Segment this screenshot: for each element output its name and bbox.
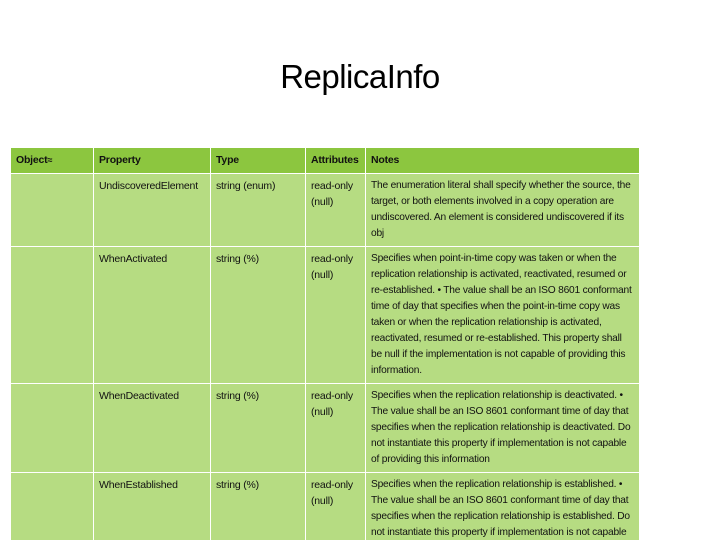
cell-object (11, 384, 94, 473)
cell-attributes: read-only (null) (306, 247, 366, 384)
cell-notes: The enumeration literal shall specify whether the source, the target, or both elements involved in a copy operation are undiscovered. An element is considered undiscovered if its obj (366, 174, 640, 247)
cell-attributes: read-only (null) (306, 174, 366, 247)
header-object-marker: ≈ (47, 155, 53, 165)
cell-type: string (%) (211, 384, 306, 473)
table-row (11, 174, 640, 247)
replica-info-table (10, 147, 639, 540)
cell-object (11, 473, 94, 540)
header-object-label: Object (16, 154, 48, 166)
cell-notes: Specifies when point-in-time copy was taken or when the replication relationship is activated, reactivated, resumed or re-established. • The value shall be an ISO 8601 conformant time of day that specifies when the point-in-time copy was taken or when the replication relationship is activated, reactivated, resumed or re-established. This property shall be null if the implementation is not capable of providing this information. (366, 247, 640, 384)
cell-notes: Specifies when the replication relationship is established. • The value shall be an ISO 8601 conformant time of day that specifies when the replication relationship is established. Do not instantiate this property if implementation is not capable (366, 473, 640, 540)
table-row (11, 247, 640, 384)
header-notes: Notes (366, 148, 640, 174)
header-type: Type (211, 148, 306, 174)
cell-property: WhenDeactivated (94, 384, 211, 473)
cell-notes: Specifies when the replication relationship is deactivated. • The value shall be an ISO 8601 conformant time of day that specifies when the replication relationship is deactivated. Do not instantiate this property if implementation is not capable of providing this information (366, 384, 640, 473)
table-row (11, 384, 640, 473)
table-header-row (11, 148, 640, 174)
cell-type: string (%) (211, 247, 306, 384)
cell-attributes: read-only (null) (306, 473, 366, 540)
table-row (11, 473, 640, 540)
slide-title: ReplicaInfo (280, 58, 440, 95)
cell-object (11, 174, 94, 247)
header-property: Property (94, 148, 211, 174)
header-object (11, 148, 94, 174)
header-attributes: Attributes (306, 148, 366, 174)
cell-type: string (%) (211, 473, 306, 540)
cell-property: WhenEstablished (94, 473, 211, 540)
cell-type: string (enum) (211, 174, 306, 247)
cell-property: WhenActivated (94, 247, 211, 384)
replica-info-table-container (10, 147, 639, 540)
cell-object (11, 247, 94, 384)
cell-attributes: read-only (null) (306, 384, 366, 473)
cell-property: UndiscoveredElement (94, 174, 211, 247)
